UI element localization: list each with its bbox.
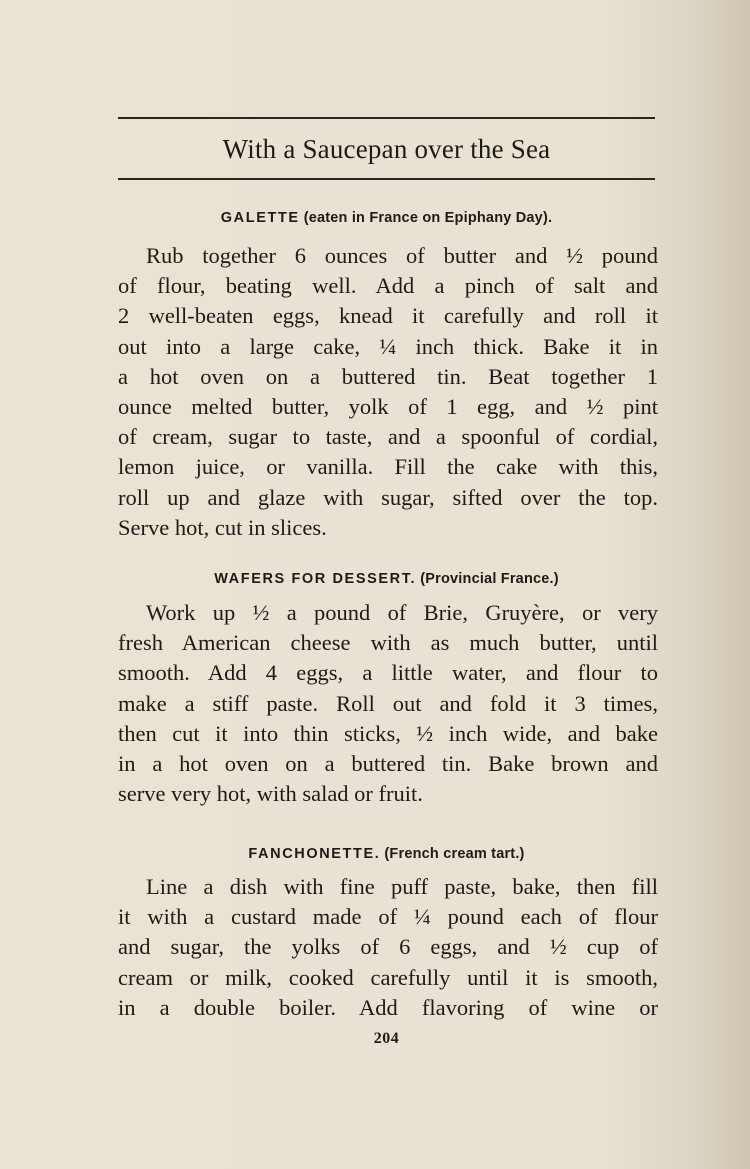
text-line: Serve hot, cut in slices. — [118, 514, 327, 540]
recipe-name: FANCHONETTE. — [248, 846, 381, 862]
text-line: lemon juice, or vanilla. Fill the cake with this, — [118, 454, 658, 480]
recipe-body-fanchonette — [118, 872, 658, 1023]
recipe-note: (eaten in France on Epiphany Day). — [303, 210, 553, 226]
header-rule-bottom — [118, 178, 655, 180]
text-line: a hot oven on a buttered tin. Beat together 1 — [118, 363, 658, 389]
text-line: it with a custard made of ¼ pound each of flour — [118, 904, 658, 930]
header-rule-top — [118, 117, 655, 119]
text-line: smooth. Add 4 eggs, a little water, and flour to — [118, 660, 658, 686]
text-line: out into a large cake, ¼ inch thick. Bake it in — [118, 333, 658, 359]
recipe-title-wafers — [118, 569, 655, 589]
text-line: Rub together 6 ounces of butter and ½ pound — [146, 243, 658, 268]
recipe-title-galette — [118, 208, 655, 228]
recipe-note: (Provincial France.) — [420, 571, 559, 587]
text-line: roll up and glaze with sugar, sifted over the top. — [118, 484, 658, 510]
recipe-body-wafers — [118, 598, 658, 809]
text-line: of flour, beating well. Add a pinch of salt and — [118, 273, 658, 299]
text-line: then cut it into thin sticks, ½ inch wide, and bake — [118, 720, 658, 746]
text-line: and sugar, the yolks of 6 eggs, and ½ cup of — [118, 934, 658, 960]
text-line: fresh American cheese with as much butter, until — [118, 630, 658, 656]
text-line: make a stiff paste. Roll out and fold it 3 times, — [118, 690, 658, 716]
text-line: of cream, sugar to taste, and a spoonful of cordial, — [118, 424, 658, 450]
text-line: in a double boiler. Add flavoring of wine or — [118, 994, 658, 1020]
text-line: Work up ½ a pound of Brie, Gruyère, or very — [146, 600, 658, 625]
text-line: Line a dish with fine puff paste, bake, then fill — [146, 874, 658, 899]
recipe-body-galette — [118, 241, 658, 543]
recipe-name: WAFERS FOR DESSERT. — [214, 571, 417, 587]
recipe-name: GALETTE — [220, 210, 300, 226]
recipe-note: (French cream tart.) — [384, 846, 525, 862]
running-head: With a Saucepan over the Sea — [222, 134, 551, 164]
page-number: 204 — [373, 1030, 400, 1047]
text-line: ounce melted butter, yolk of 1 egg, and ½ pint — [118, 394, 658, 420]
text-line: cream or milk, cooked carefully until it is smooth, — [118, 964, 658, 990]
text-line: 2 well-beaten eggs, knead it carefully and roll it — [118, 303, 658, 329]
text-line: in a hot oven on a buttered tin. Bake brown and — [118, 751, 658, 777]
text-line: serve very hot, with salad or fruit. — [118, 781, 423, 807]
recipe-title-fanchonette — [118, 844, 655, 864]
